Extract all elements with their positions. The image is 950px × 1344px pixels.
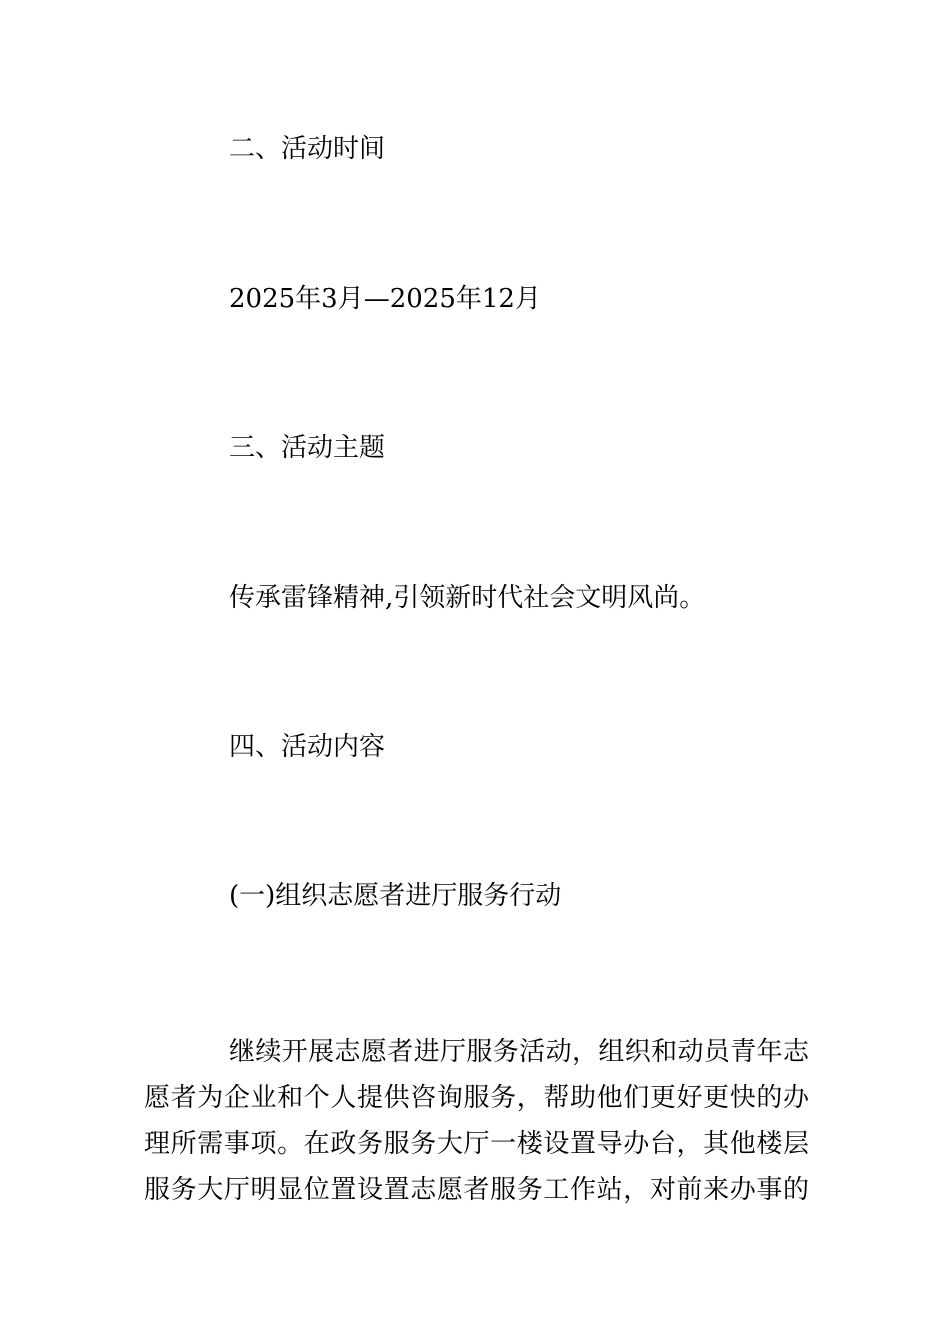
paragraph-line: 服务大厅明显位置设置志愿者服务工作站，对前来办事的 xyxy=(144,1175,809,1205)
paragraph-line: 理所需事项。在政务服务大厅一楼设置导办台，其他楼层 xyxy=(144,1129,809,1159)
section-four-heading: 四、活动内容 xyxy=(229,732,386,762)
section-two-heading: 二、活动时间 xyxy=(229,134,386,164)
paragraph-line: 愿者为企业和个人提供咨询服务，帮助他们更好更快的办 xyxy=(144,1083,809,1113)
section-three-text: 传承雷锋精神,引领新时代社会文明风尚。 xyxy=(229,583,706,613)
subsection-one-heading: (一)组织志愿者进厅服务行动 xyxy=(229,881,562,911)
section-two-text: 2025年3月—2025年12月 xyxy=(229,284,541,314)
body-paragraph xyxy=(144,1029,809,1213)
section-three-heading: 三、活动主题 xyxy=(229,433,386,463)
paragraph-line: 继续开展志愿者进厅服务活动，组织和动员青年志 xyxy=(229,1037,809,1067)
